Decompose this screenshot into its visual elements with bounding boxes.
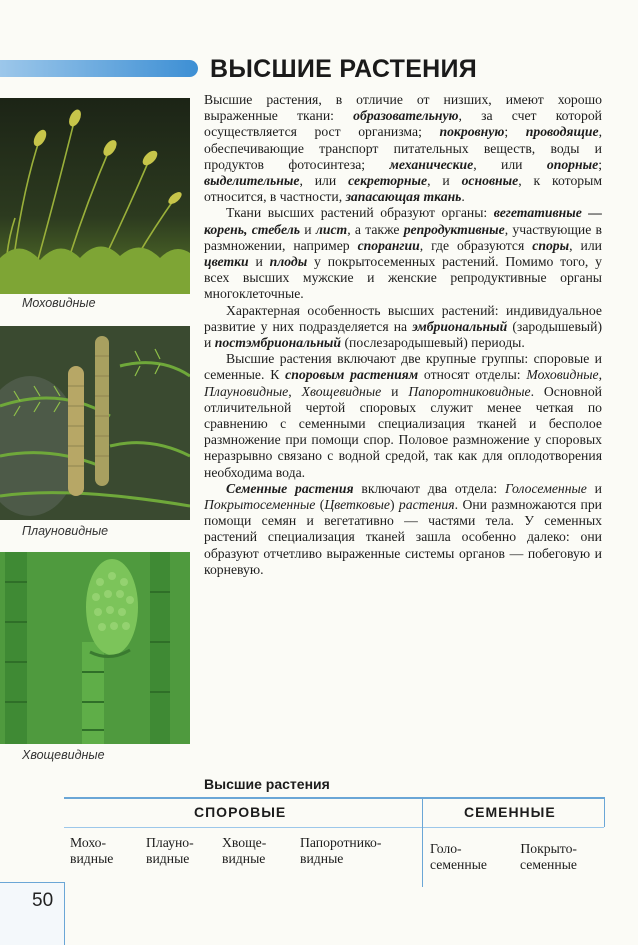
caption-mosses: Моховидные	[22, 296, 96, 310]
group-seed-header: СЕМЕННЫЕ	[464, 804, 556, 820]
bold-term: плоды	[269, 254, 308, 270]
paragraph-1: Высшие растения, в отличие от низших, имеют хорошо выраженные ткани: образовательную, за счет которой осуществляется рост организма; покровную; проводящие, обеспечивающие транспорт питательных веществ, воды и продуктов фотосинтеза; механические, или опорные; выделительные, или секреторные, и основные, к которым относится, в частности, запасающая ткань.	[204, 92, 603, 205]
photo-horsetails	[0, 552, 190, 744]
bold-term: эмбриональный	[412, 318, 508, 334]
photo-club-mosses	[0, 326, 190, 520]
paragraph-4: Высшие растения включают две крупные группы: споровые и семенные. К споровым растениям относят отделы: Моховидные, Плауновидные, Хвощевидные и Папоротниковидные. Основной отличительной чертой споровых служит менее четкая по сравнению с семенными специализация тканей и бесполое размножение при помощи спор. Половое размножение у споровых неразрывно связано с водной средой, так как для оплодотворения необходима вода.	[204, 351, 603, 480]
caption-horsetails: Хвощевидные	[22, 748, 105, 762]
bold-term: запасающая ткань	[345, 189, 462, 205]
scheme-top-line	[64, 797, 604, 799]
page-number: 50	[32, 890, 54, 911]
scheme-divider	[422, 797, 423, 887]
paragraph-2: Ткани высших растений образуют органы: вегетативные — корень, стебель и лист, а также репродуктивные, участвующие в размножении, например спорангии, где образуются споры, или цветки и плоды у покрытосеменных растений. Помимо того, у всех высших мужские и женские репродуктивные органы многоклеточные.	[204, 205, 602, 302]
item-gymnosperms: Голо- семенные	[430, 841, 487, 872]
item-club-mosses: Плауно- видные	[146, 835, 194, 866]
italic-term: Папоротниковидные	[408, 383, 531, 399]
scheme-title: Высшие растения	[204, 776, 330, 792]
title-banner	[0, 60, 198, 77]
paragraph-5: Семенные растения включают два отдела: Голосеменные и Покрытосеменные (Цветковые) растения. Они размножаются при помощи семян и вегетативно — частями тела. У семенных растений специализация тканей зашла особенно далеко: они образуют отчетливо выраженные системы органов — побеговую и корневую.	[204, 480, 603, 577]
caption-club-mosses: Плауновидные	[22, 524, 109, 538]
item-mosses: Мохо- видные	[70, 835, 114, 866]
item-horsetails: Хвоще- видные	[222, 835, 267, 866]
item-angiosperms: Покрыто- семенные	[520, 841, 577, 872]
bold-term: образовательную	[353, 108, 459, 124]
italic-term: Голосеменные	[504, 480, 587, 496]
bold-term: споры	[532, 237, 570, 253]
bold-term: Семенные растения	[226, 480, 354, 496]
bold-term: споровым растениям	[285, 367, 419, 383]
bold-term: секреторные	[348, 173, 428, 189]
bold-term: основные	[461, 173, 519, 189]
italic-term: Цветковые	[324, 497, 390, 513]
italic-term: растения	[398, 497, 455, 513]
bold-term: репродуктивные	[403, 221, 505, 237]
body-text	[204, 92, 602, 578]
bold-term: лист	[315, 221, 348, 237]
italic-term: Плауновидные	[204, 383, 289, 399]
group-spore-header: СПОРОВЫЕ	[194, 804, 287, 820]
scheme-right-edge	[604, 797, 605, 827]
bold-term: постэмбриональный	[214, 335, 342, 351]
bold-term: механические	[389, 156, 474, 172]
bold-term: опорные	[546, 156, 599, 172]
bold-term: вегетативные — корень, стебель	[204, 205, 602, 237]
item-ferns: Папоротнико- видные	[300, 835, 382, 866]
scheme-header-line	[64, 827, 604, 828]
italic-term: Моховидные	[526, 367, 599, 383]
paragraph-3: Характерная особенность высших растений: индивидуальное развитие у них подразделяется на эмбриональный (зародышевый) и постэмбриональный (послезародышевый) периоды.	[204, 302, 603, 351]
bold-term: цветки	[204, 254, 249, 270]
italic-term: Хвощевидные	[301, 383, 382, 399]
bold-term: выделительные	[204, 173, 300, 189]
classification-scheme	[64, 797, 604, 887]
italic-term: Покрытосеменные	[204, 497, 316, 513]
photo-mosses	[0, 98, 190, 294]
bold-term: проводящие	[525, 124, 599, 140]
bold-term: спорангии	[357, 237, 420, 253]
page-title: ВЫСШИЕ РАСТЕНИЯ	[210, 55, 478, 83]
bold-term: покровную	[439, 124, 505, 140]
